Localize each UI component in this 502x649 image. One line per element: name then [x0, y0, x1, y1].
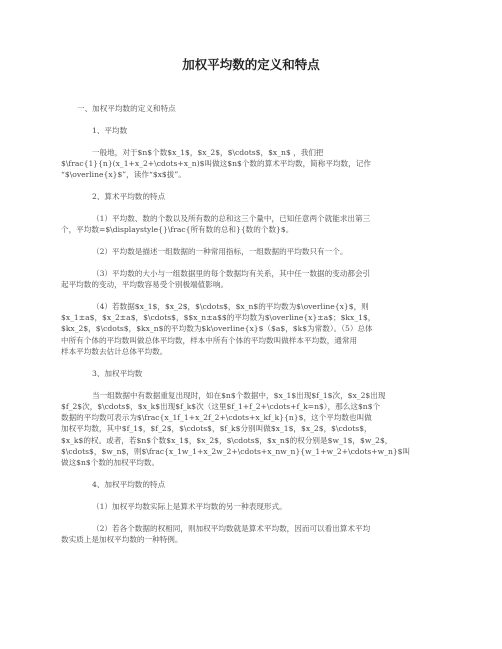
paragraph-line: 一般地，对于$n$个数$x_1$，$x_2$，$\cdots$，$x_n$ ，我们把: [92, 147, 324, 157]
paragraph-line: 数据的平均数可表示为$\frac{x_1f_1+x_2f_2+\cdots+x_kf_k}{n}$，这个平均数也叫做: [61, 413, 372, 423]
paragraph-line: 个，平均数=$\displaystyle{}\frac{所有数的总和}{数的个数}$。: [61, 225, 294, 235]
paragraph-line: 起平均数的变动，平均数容易受个别极端值影响。: [61, 279, 229, 289]
subsection-heading: 3、加权平均数: [92, 368, 143, 378]
paragraph-line: $\frac{1}{n}(x_1+x_2+\cdots+x_n)$叫做这$n$个数的算术平均数，简称平均数，记作: [61, 158, 371, 168]
paragraph-line: $f_2$次，$\cdots$，$x_k$出现$f_k$次（这里$f_1+f_2+\cdots+f_k=n$），那么这$n$个: [61, 401, 381, 411]
section-heading: 一、加权平均数的定义和特点: [77, 104, 176, 113]
paragraph-line: 样本平均数去估计总体平均数。: [61, 346, 168, 356]
paragraph-line: 中所有个体的平均数叫做总体平均数，样本中所有个体的平均数叫做样本平均数，通常用: [61, 335, 358, 345]
paragraph-line: 数实质上是加权平均数的一种特例。: [61, 535, 183, 545]
paragraph-line: （4）若数据$x_1$，$x_2$，$\cdots$，$x_n$的平均数为$\overline{x}$，则: [92, 301, 369, 311]
paragraph-line: $\cdots$，$w_n$，则$\frac{x_1w_1+x_2w_2+\cdots+x_nw_n}{w_1+w_2+\cdots+w_n}$叫: [61, 447, 411, 457]
paragraph-line: 当一组数据中有数据重复出现时，如在$n$个数据中，$x_1$出现$f_1$次，$x_2$出现: [92, 390, 386, 400]
paragraph-line: $x_1±a$，$x_2±a$，$\cdots$，$$x_n±a$$的平均数为$\overline{x}±a$；$kx_1$，: [61, 313, 376, 323]
paragraph-line: （2）若各个数据的权相同，则加权平均数就是算术平均数，因而可以看出算术平均: [92, 523, 371, 533]
subsection-heading: 4、加权平均数的特点: [92, 480, 166, 490]
paragraph-line: $x_k$的权。或者，若$n$个数$x_1$，$x_2$，$\cdots$，$x_n$的权分别是$w_1$，$w_2$，: [61, 435, 393, 445]
document-body: [61, 103, 446, 545]
subsection-heading: 2、算术平均数的特点: [92, 191, 166, 201]
subsection-heading: 1、平均数: [92, 125, 128, 135]
paragraph-line: （1）加权平均数实际上是算术平均数的另一种表现形式。: [92, 501, 287, 511]
paragraph-line: （2）平均数是描述一组数据的一种常用指标，一组数据的平均数只有一个。: [92, 246, 348, 256]
paragraph-line: 做这$n$个数的加权平均数。: [61, 458, 160, 468]
paragraph-line: 加权平均数，其中$f_1$，$f_2$，$\cdots$，$f_k$分别叫做$x_1$，$x_2$，$\cdots$，: [61, 424, 372, 434]
document-title: 加权平均数的定义和特点: [182, 57, 320, 72]
paragraph-line: “$\overline{x}$”，读作“$x$拔”。: [61, 170, 186, 180]
paragraph-line: $kx_2$，$\cdots$，$kx_n$的平均数为$k\overline{x}$（$a$，$k$为常数）。（5）总体: [61, 324, 373, 334]
paragraph-line: （1）平均数、数的个数以及所有数的总和这三个量中，已知任意两个就能求出第三: [92, 213, 371, 223]
paragraph-line: （3）平均数的大小与一组数据里的每个数据均有关系，其中任一数据的变动都会引: [92, 268, 371, 278]
